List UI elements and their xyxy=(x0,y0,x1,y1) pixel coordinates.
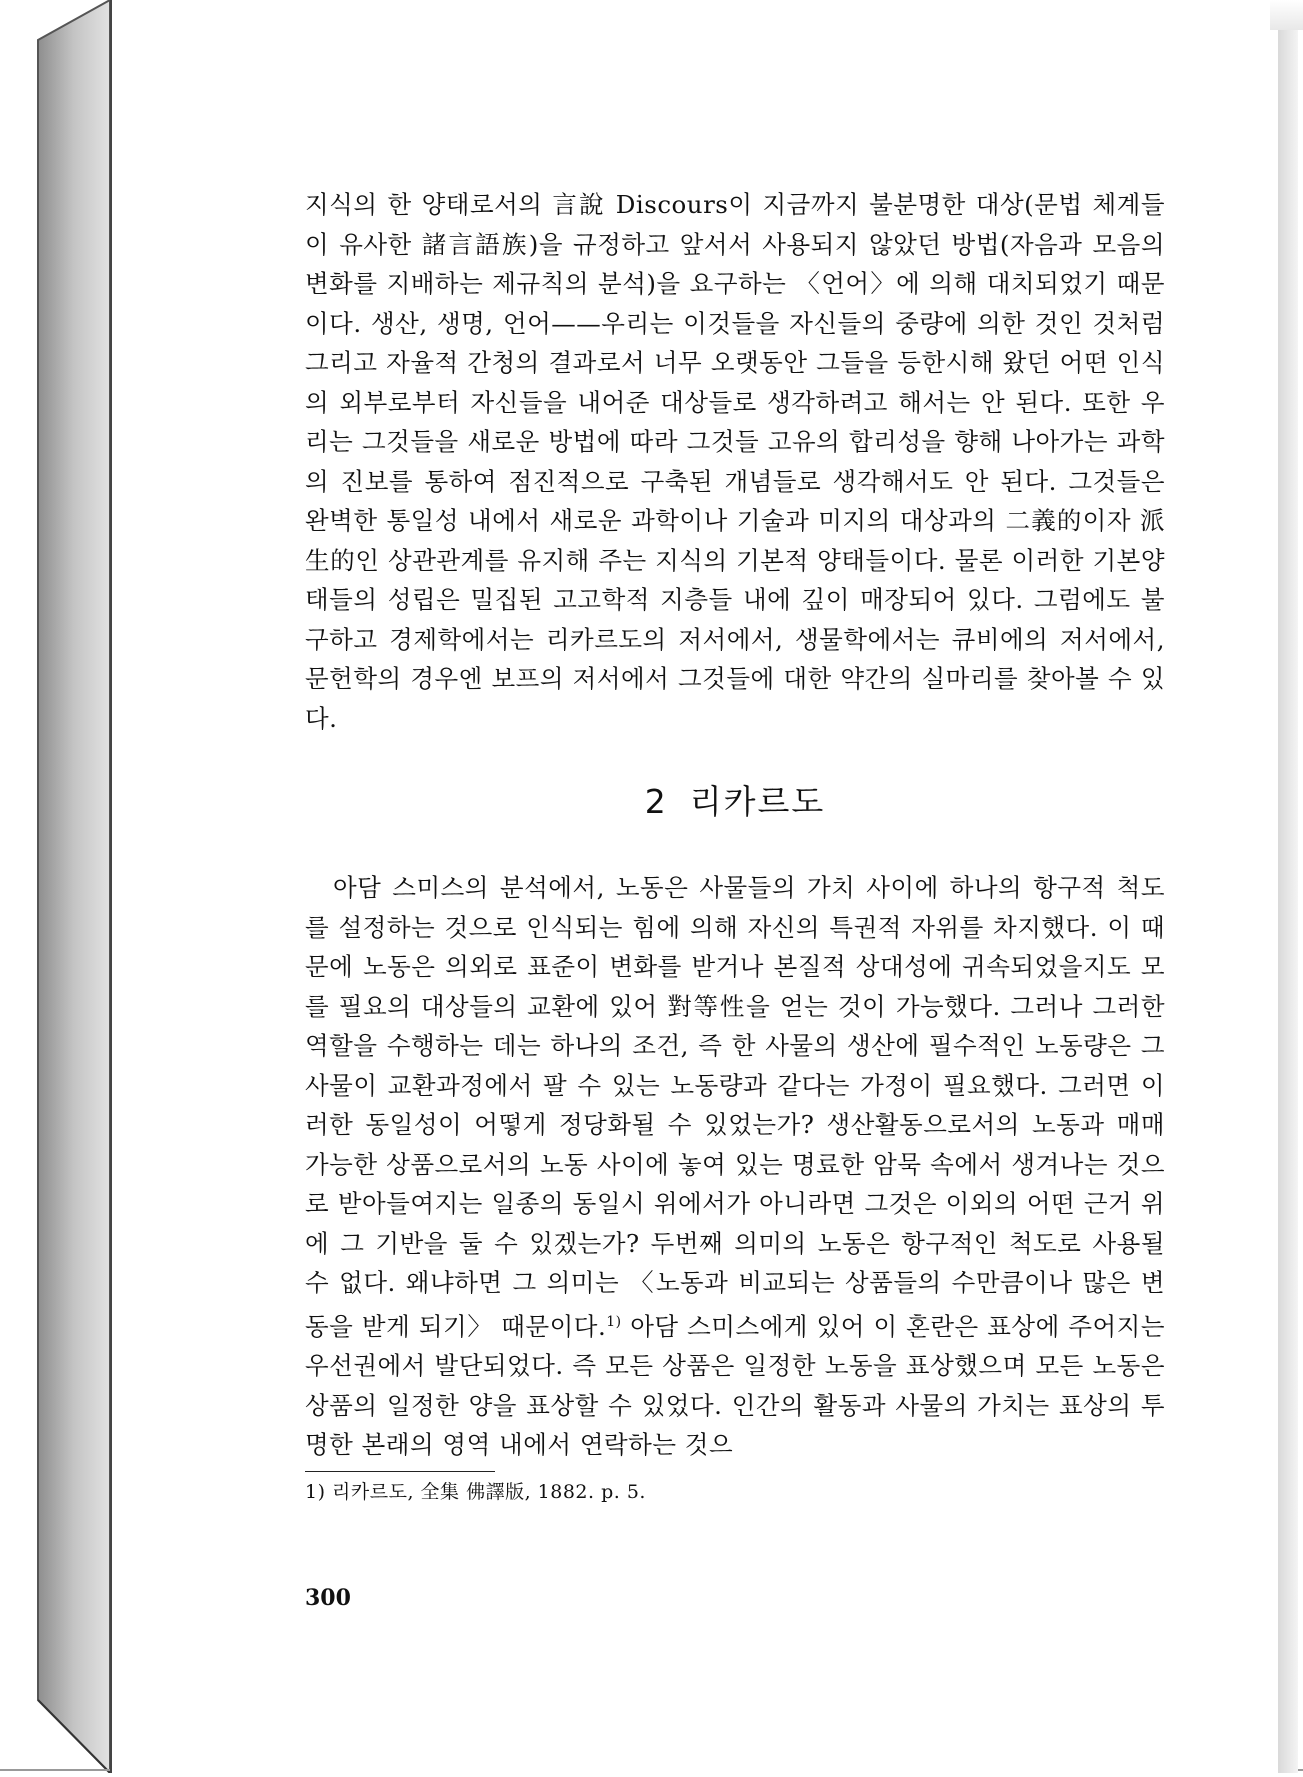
paragraph-2-text: 아담 스미스의 분석에서, 노동은 사물들의 가치 사이에 하나의 항구적 척도를 설정하는 것으로 인식되는 힘에 의해 자신의 특권적 자위를 차지했다. 이 때문에 노동은 의외로 표준이 변화를 받거나 본질적 상대성에 귀속되었을지도 모를 필요의 대상들의 교환에 있어 對等性을 얻는 것이 가능했다. 그러나 그러한 역할을 수행하는 데는 하나의 조건, 즉 한 사물의 생산에 필수적인 노동량은 그 사물이 교환과정에서 팔 수 있는 노동량과 같다는 가정이 필요했다. 그러면 이러한 동일성이 어떻게 정당화될 수 있었는가? 생산활동으로서의 노동과 매매 가능한 상품으로서의 노동 사이에 놓여 있는 명료한 암묵 속에서 생겨나는 것으로 받아들여지는 일종의 동일시 위에서가 아니라면 그것은 이외의 어떤 근거 위에 그 기반을 둘 수 있겠는가? 두번째 의미의 노동은 항구적인 척도로 사용될 수 없다. 왜냐하면 그 의미는 〈노동과 비교되는 상품들의 수만큼이나 많은 변동을 받게 되기〉 때문이다. xyxy=(305,873,1165,1341)
footnote-divider xyxy=(305,1471,495,1472)
page-number: 300 xyxy=(305,1585,351,1611)
section-title: 리카르도 xyxy=(689,782,826,821)
section-heading xyxy=(305,780,1165,824)
body-paragraph-2 xyxy=(305,868,1165,1465)
body-paragraph-1: 지식의 한 양태로서의 言說 Discours이 지금까지 불분명한 대상(문법 체계들이 유사한 諸言語族)을 규정하고 앞서서 사용되지 않았던 방법(자음과 모음의 변화를 지배하는 제규칙의 분석)을 요구하는 〈언어〉에 의해 대치되었기 때문이다. 생산, 생명, 언어——우리는 이것들을 자신들의 중량에 의한 것인 것처럼 그리고 자율적 간청의 결과로서 너무 오랫동안 그들을 등한시해 왔던 어떤 인식의 외부로부터 자신들을 내어준 대상들로 생각하려고 해서는 안 된다. 또한 우리는 그것들을 새로운 방법에 따라 그것들 고유의 합리성을 향해 나아가는 과학의 진보를 통하여 점진적으로 구축된 개념들로 생각해서도 안 된다. 그것들은 완벽한 통일성 내에서 새로운 과학이나 기술과 미지의 대상과의 二義的이자 派生的인 상관관계를 유지해 주는 지식의 기본적 양태들이다. 물론 이러한 기본양태들의 성립은 밀집된 고고학적 지층들 내에 깊이 매장되어 있다. 그럼에도 불구하고 경제학에서는 리카르도의 저서에서, 생물학에서는 큐비에의 저서에서, 문헌학의 경우엔 보프의 저서에서 그것들에 대한 약간의 실마리를 찾아볼 수 있다. xyxy=(305,190,1165,733)
footnote: 1) 리카르도, 全集 佛譯版, 1882. p. 5. xyxy=(305,1480,646,1503)
page-content xyxy=(305,185,1165,1506)
section-number: 2 xyxy=(644,782,668,821)
page-corner xyxy=(1270,0,1303,30)
paragraph-2-tail: 아담 스미스에게 있어 이 혼란은 표상에 주어지는 우선권에서 발단되었다. 즉 모든 상품은 일정한 노동을 표상했으며 모든 노동은 상품의 일정한 양을 표상할 수 있었다. 인간의 활동과 사물의 가치는 표상의 투명한 본래의 영역 내에서 연락하는 것으 xyxy=(305,1311,1165,1460)
page-shadow xyxy=(1278,30,1298,1773)
footnote-marker: 1) xyxy=(606,1313,622,1330)
